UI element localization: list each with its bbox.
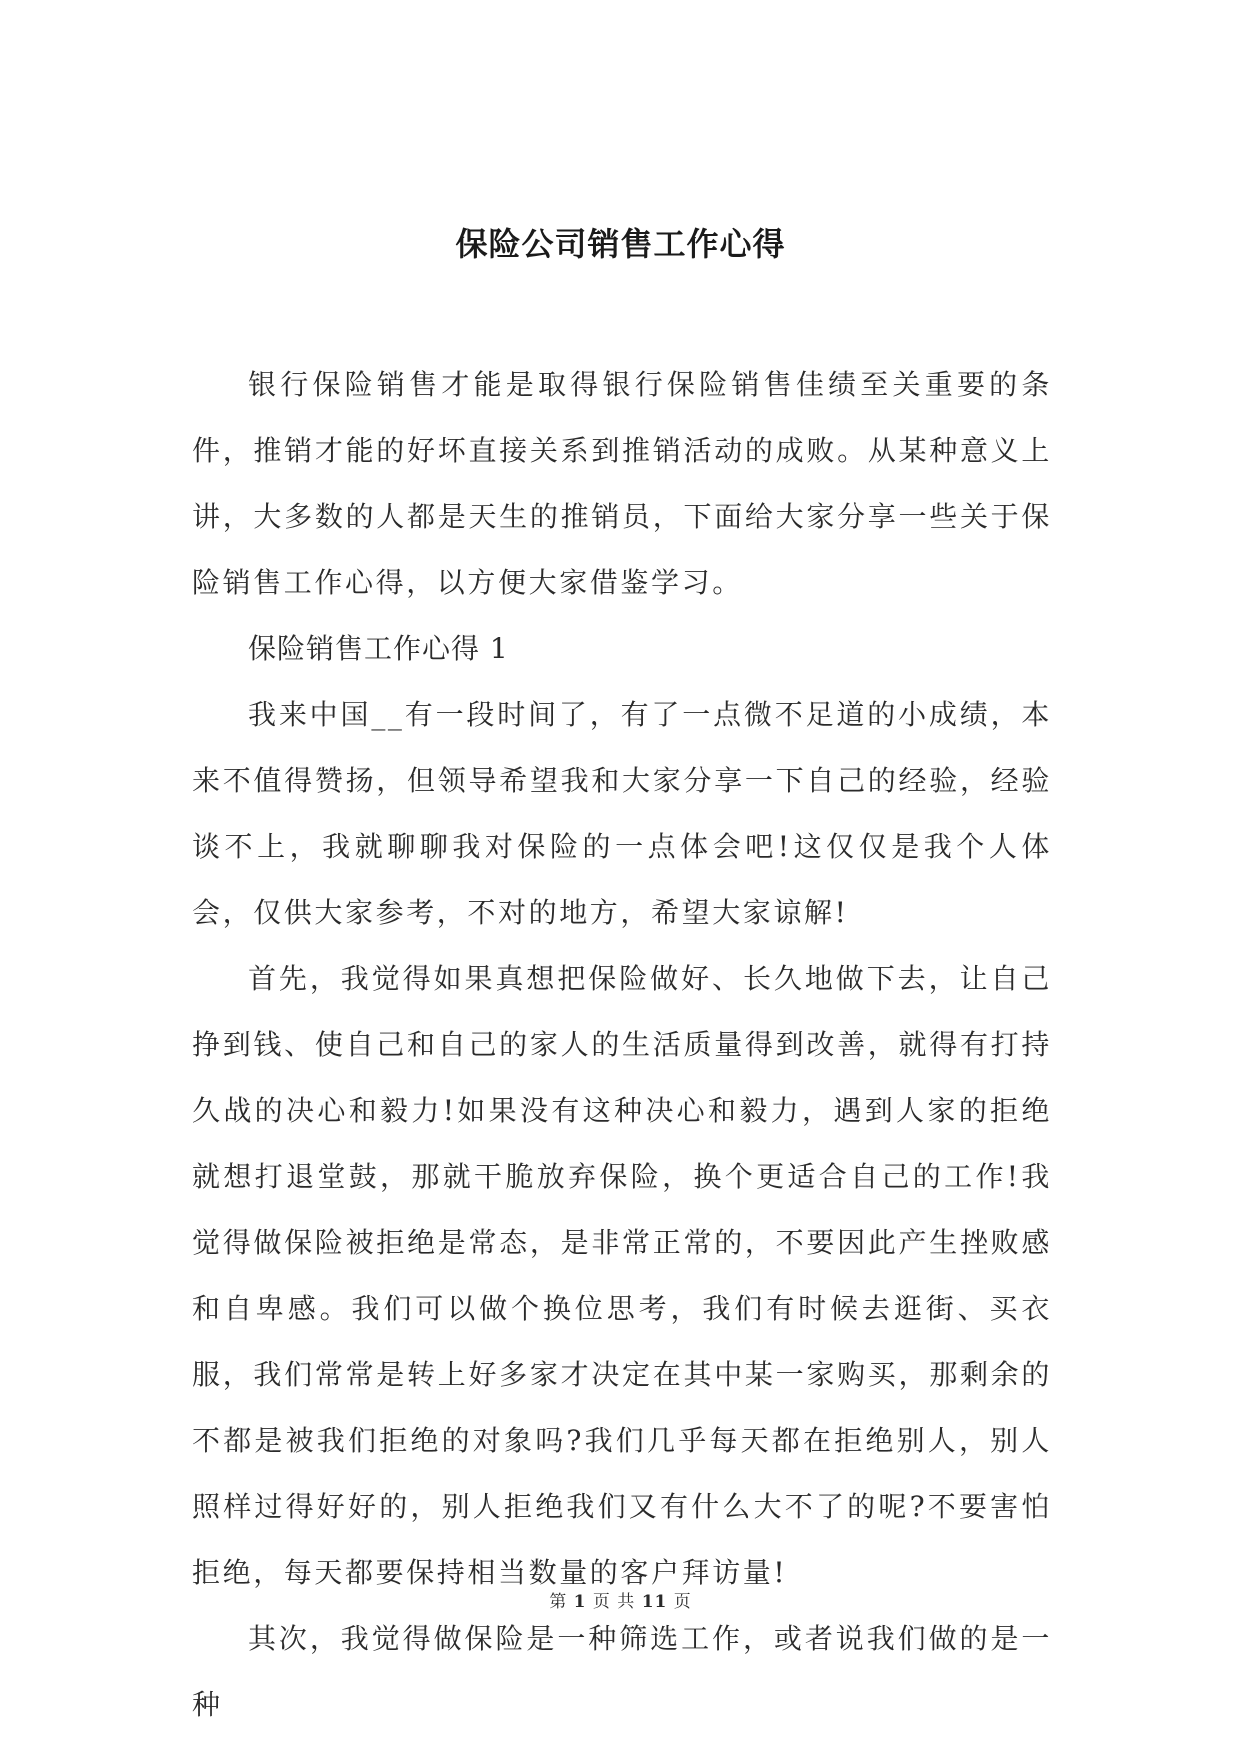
current-page-number: 1 [573,1592,587,1612]
body-paragraph: 其次，我觉得做保险是一种筛选工作，或者说我们做的是一种 [192,1622,1052,1721]
footer-prefix: 第 [549,1592,568,1612]
body-paragraph: 首先，我觉得如果真想把保险做好、长久地做下去，让自己挣到钱、使自己和自己的家人的生活质量得到改善，就得有打持久战的决心和毅力!如果没有这种决心和毅力，遇到人家的拒绝就想打退堂鼓，那就干脆放弃保险，换个更适合自己的工作!我觉得做保险被拒绝是常态，是非常正常的，不要因此产生挫败感和自卑感。我们可以做个换位思考，我们有时候去逛街、买衣服，我们常常是转上好多家才决定在其中某一家购买，那剩余的不都是被我们拒绝的对象吗?我们几乎每天都在拒绝别人，别人照样过得好好的，别人拒绝我们又有什么大不了的呢?不要害怕拒绝，每天都要保持相当数量的客户拜访量! [192,962,1052,1589]
section-heading: 保险销售工作心得 1 [248,632,509,665]
footer-middle: 页 共 [592,1592,636,1612]
page-number-footer [0,1590,1241,1614]
body-paragraph: 我来中国__有一段时间了，有了一点微不足道的小成绩，本来不值得赞扬，但领导希望我和大家分享一下自己的经验，经验谈不上，我就聊聊我对保险的一点体会吧!这仅仅是我个人体会，仅供大家参考，不对的地方，希望大家谅解! [192,698,1052,929]
total-pages-number: 11 [641,1592,668,1612]
document-title: 保险公司销售工作心得 [455,225,786,263]
document-body [192,352,1052,1738]
footer-suffix: 页 [673,1592,692,1612]
intro-paragraph: 银行保险销售才能是取得银行保险销售佳绩至关重要的条件，推销才能的好坏直接关系到推销活动的成败。从某种意义上讲，大多数的人都是天生的推销员，下面给大家分享一些关于保险销售工作心得，以方便大家借鉴学习。 [192,368,1052,599]
